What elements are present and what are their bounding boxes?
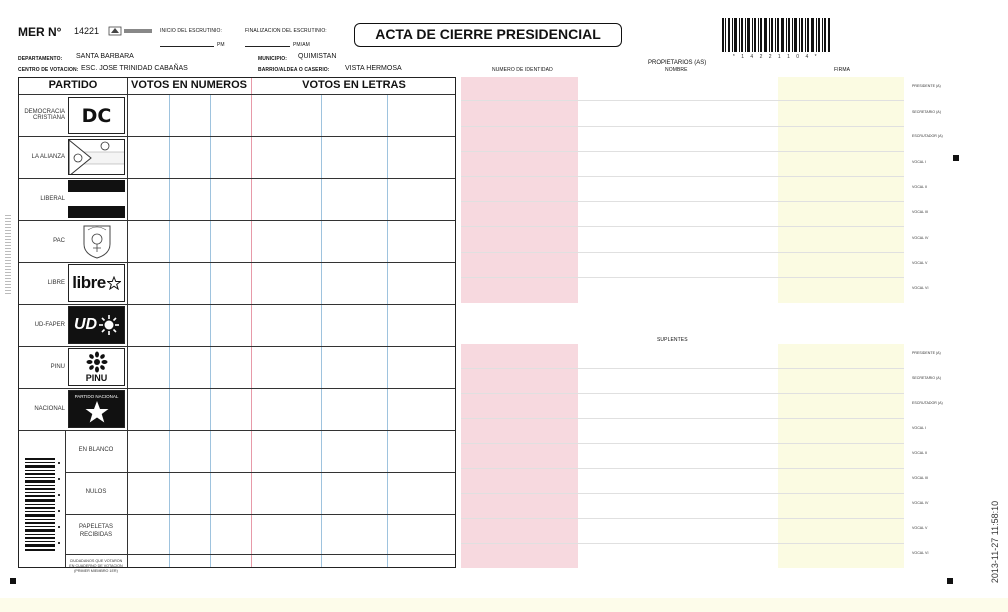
nacional-logo-text: PARTIDO NACIONAL <box>74 394 119 399</box>
departamento-label: DEPARTAMENTO: <box>18 56 63 62</box>
table-row-divider <box>19 430 455 431</box>
table-row-divider <box>65 514 455 515</box>
page-title: ACTA DE CIERRE PRESIDENCIAL <box>354 23 622 47</box>
centro-label: CENTRO DE VOTACION: <box>18 67 79 73</box>
ud-logo-text: UD <box>73 316 98 333</box>
sup-role-vocal-5: VOCAL V <box>912 526 928 530</box>
role-presidente: PRESIDENTE (A) <box>912 84 941 88</box>
party-name-libre: LIBRE <box>47 280 65 286</box>
centro-value: ESC. JOSE TRINIDAD CABAÑAS <box>81 65 188 72</box>
propietarios-row-line <box>461 226 904 227</box>
municipio-label: MUNICIPIO: <box>258 56 288 62</box>
party-name-liberal: LIBERAL <box>40 196 65 202</box>
role-vocal-4: VOCAL IV <box>912 236 929 240</box>
header-partido: PARTIDO <box>48 79 98 91</box>
party-name-ud: UD-FAPER <box>34 322 65 328</box>
table-col-divider <box>251 78 252 567</box>
summary-label-divider <box>65 430 66 567</box>
propietarios-id-column <box>461 77 578 303</box>
numero-identidad-header: NUMERO DE IDENTIDAD <box>492 67 553 73</box>
finalizacion-line <box>245 46 290 47</box>
star-icon <box>85 400 109 424</box>
tse-logo-icon <box>108 24 154 38</box>
libre-star-icon <box>107 276 121 290</box>
table-row-divider <box>19 262 455 263</box>
suplentes-row-line <box>461 443 904 444</box>
role-escrutador: ESCRUTADOR (A) <box>912 134 943 138</box>
barrio-value: VISTA HERMOSA <box>345 65 402 72</box>
propietarios-firma-column <box>778 77 904 303</box>
sup-role-secretario: SECRETARIO (A) <box>912 376 941 380</box>
suplentes-row-line <box>461 368 904 369</box>
propietarios-row-line <box>461 176 904 177</box>
suplentes-row-line <box>461 418 904 419</box>
suplentes-row-line <box>461 518 904 519</box>
suplentes-row-line <box>461 493 904 494</box>
role-vocal-5: VOCAL V <box>912 261 928 265</box>
suplentes-row-line <box>461 543 904 544</box>
pinu-flower-icon <box>86 351 108 373</box>
suplentes-firma-column <box>778 344 904 568</box>
suplentes-id-column <box>461 344 578 568</box>
registration-mark <box>953 155 959 161</box>
ciudadanos-votaron-label: CIUDADANOS QUE VOTARON EN CUADERNO DE VOTACION (PRIMER MIEMBRO 1ER) <box>69 559 123 573</box>
mer-number: 14221 <box>74 26 100 36</box>
propietarios-title: PROPIETARIOS (AS) <box>648 60 707 66</box>
propietarios-row-line <box>461 201 904 202</box>
table-col-divider <box>321 94 322 567</box>
alianza-flag-icon <box>68 139 125 175</box>
nacional-logo <box>68 390 125 428</box>
inicio-escrutinio-label: INICIO DEL ESCRUTINIO: <box>160 28 223 34</box>
party-name-pac: PAC <box>53 238 65 244</box>
party-name-dc: DEMOCRACIA CRISTIANA <box>24 109 65 121</box>
inicio-pm: PM <box>217 42 225 48</box>
bottom-edge-strip <box>0 598 1008 612</box>
party-name-nacional: NACIONAL <box>34 406 65 412</box>
registration-mark <box>947 578 953 584</box>
sup-role-vocal-3: VOCAL III <box>912 476 929 480</box>
dc-logo-text: DC <box>81 104 112 127</box>
table-col-divider <box>169 94 170 567</box>
table-row-divider <box>19 304 455 305</box>
propietarios-row-line <box>461 151 904 152</box>
liberal-flag-icon <box>68 180 125 218</box>
table-row-divider <box>19 178 455 179</box>
table-row-divider <box>19 346 455 347</box>
en-blanco-label: EN BLANCO <box>78 447 114 453</box>
barcode-side-icon <box>25 458 61 554</box>
header-votos-letras: VOTOS EN LETRAS <box>302 79 406 91</box>
firma-header: FIRMA <box>834 67 851 73</box>
table-col-divider <box>387 94 388 567</box>
finalizacion-pmam: PM/AM <box>293 42 310 48</box>
party-name-pinu: PINU <box>50 364 65 370</box>
suplentes-row-line <box>461 393 904 394</box>
table-row-divider <box>65 554 455 555</box>
pinu-logo-text: PINU <box>85 373 108 383</box>
propietarios-row-line <box>461 100 904 101</box>
pac-shield-icon <box>68 222 125 260</box>
municipio-value: QUIMISTAN <box>298 53 337 60</box>
table-row-divider <box>19 136 455 137</box>
table-row-divider <box>65 472 455 473</box>
propietarios-row-line <box>461 252 904 253</box>
role-vocal-3: VOCAL III <box>912 210 929 214</box>
papeletas-recibidas-label: PAPELETAS RECIBIDAS <box>78 524 114 538</box>
sup-role-escrutador: ESCRUTADOR (A) <box>912 401 943 405</box>
barcode-top-icon <box>722 18 830 52</box>
table-row-divider <box>19 220 455 221</box>
barrio-label: BARRIO/ALDEA O CASERIO: <box>258 67 330 73</box>
sup-role-vocal-2: VOCAL II <box>912 451 928 455</box>
sun-icon <box>99 315 119 335</box>
dc-logo <box>68 97 125 134</box>
registration-mark <box>10 578 16 584</box>
role-vocal-1: VOCAL I <box>912 160 927 164</box>
libre-logo-text: libre <box>72 273 106 292</box>
sup-role-vocal-1: VOCAL I <box>912 426 927 430</box>
propietarios-row-line <box>461 277 904 278</box>
propietarios-row-line <box>461 126 904 127</box>
role-vocal-6: VOCAL VI <box>912 286 929 290</box>
pinu-logo <box>68 348 125 386</box>
role-secretario: SECRETARIO (A) <box>912 110 941 114</box>
table-col-divider <box>210 94 211 567</box>
libre-logo <box>68 264 125 302</box>
departamento-value: SANTA BARBARA <box>76 53 134 60</box>
finalizacion-escrutinio-label: FINALIZACION DEL ESCRUTINIO: <box>245 28 327 34</box>
ud-faper-logo <box>68 306 125 344</box>
sup-role-vocal-4: VOCAL IV <box>912 501 929 505</box>
nombre-header: NOMBRE <box>665 67 688 73</box>
side-print-mark <box>5 215 11 295</box>
votes-table <box>18 77 456 573</box>
mer-label: MER N° <box>18 25 62 39</box>
party-name-alianza: LA ALIANZA <box>31 154 65 160</box>
scan-timestamp: 2013-11-27 11:58:10 <box>990 500 1000 584</box>
inicio-line <box>160 46 214 47</box>
sup-role-presidente: PRESIDENTE (A) <box>912 351 941 355</box>
table-header-divider <box>19 94 455 95</box>
nulos-label: NULOS <box>85 489 107 495</box>
role-vocal-2: VOCAL II <box>912 185 928 189</box>
header-votos-numeros: VOTOS EN NUMEROS <box>131 79 247 91</box>
suplentes-row-line <box>461 468 904 469</box>
suplentes-title: SUPLENTES <box>657 337 688 343</box>
sup-role-vocal-6: VOCAL VI <box>912 551 929 555</box>
table-row-divider <box>19 388 455 389</box>
table-col-divider <box>127 78 128 567</box>
barcode-top-number: * 1 4 2 2 1 1 0 4 * <box>732 54 820 60</box>
